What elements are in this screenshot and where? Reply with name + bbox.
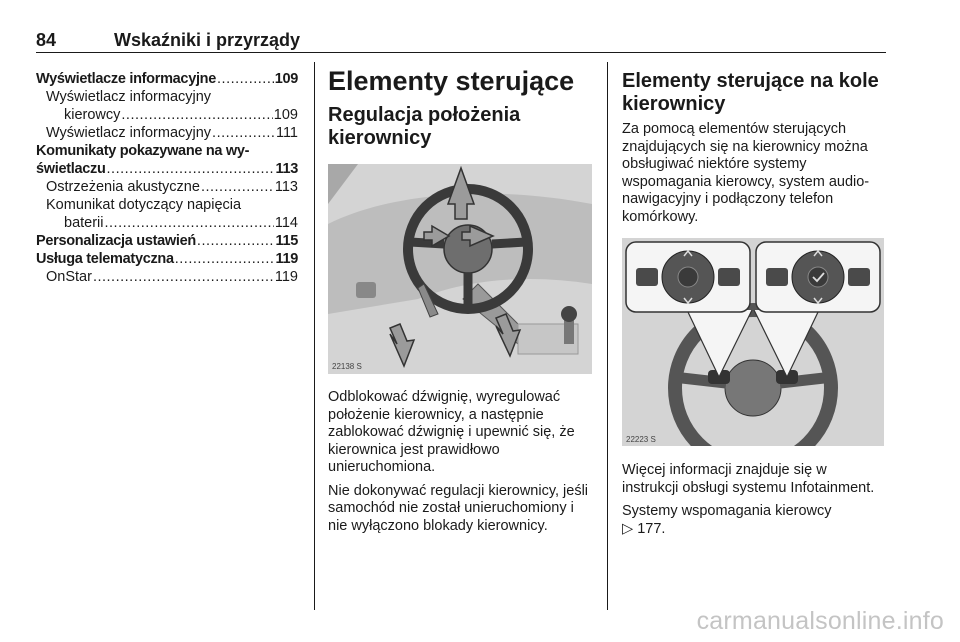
column-divider-left [314, 62, 315, 610]
toc-entry[interactable]: Ostrzeżenia akustyczne ..... 113 [36, 178, 298, 196]
paragraph: Nie dokonywać regulacji kierownicy, jeśli samochód nie został unieruchomiony i nie wyłączono blokady kierownicy. [328, 482, 589, 534]
toc-entry[interactable]: Usługa telematyczna ..... 119 [36, 250, 298, 268]
illustration-code: 22138 S [332, 362, 362, 371]
toc-entry-line[interactable]: Komunikaty pokazywane na wy- [36, 143, 250, 159]
toc-entry[interactable]: Wyświetlacze informacyjne ..... 109 [36, 70, 298, 88]
toc-entry[interactable]: świetlaczu ..... 113 [36, 160, 298, 178]
toc-entry-line[interactable]: Wyświetlacz informacyjny [46, 89, 212, 105]
paragraph: Więcej informacji znajduje się w instrukcji obsługi systemu Infotainment. [622, 462, 875, 496]
column-divider-right [607, 62, 608, 610]
left-control-cluster [626, 242, 750, 312]
subsection-heading: Regulacja położenia kierownicy [328, 104, 521, 149]
reference-text: Systemy wspomagania kierowcy [622, 503, 832, 519]
page-number: 84 [36, 30, 57, 50]
steering-adjustment-illustration [328, 164, 592, 374]
illustration-code: 22223 S [626, 435, 656, 444]
right-column [622, 70, 884, 232]
right-control-cluster [756, 242, 880, 312]
chapter-title: Wskaźniki i przyrządy [114, 30, 301, 50]
section-heading: Elementy sterujące na kole kierownicy [622, 70, 879, 115]
watermark: carmanualsonline.info [696, 607, 944, 635]
toc-entry[interactable]: baterii ..... 114 [36, 214, 298, 232]
page-reference[interactable]: 177. [637, 520, 666, 537]
toc-entry[interactable]: Wyświetlacz informacyjny ..... 111 [36, 124, 298, 142]
toc-entry-line[interactable]: Komunikat dotyczący napięcia [46, 197, 242, 213]
steering-wheel-controls-illustration [622, 238, 884, 446]
paragraph: Za pomocą elementów sterujących znajdujących się na kierownicy można obsługiwać niektóre systemy wspomagania kierowcy, system audio-nawigacyjny i podłączony telefon komórkowy. [622, 121, 870, 225]
section-heading: Elementy sterujące [328, 66, 575, 96]
toc-entry[interactable]: OnStar ..... 119 [36, 268, 298, 286]
toc-entry[interactable]: kierowcy ..... 109 [36, 106, 298, 124]
middle-column [328, 64, 590, 150]
toc-entry[interactable]: Personalizacja ustawień ..... 115 [36, 232, 298, 250]
paragraph: Odblokować dźwignię, wyregulować położenie kierownicy, a następnie zablokować dźwignię i upewnić się, że kierownica jest prawidłowo unieruchomiona. [328, 389, 575, 475]
middle-body [328, 389, 590, 541]
header-rule [36, 52, 886, 53]
right-body [622, 462, 884, 544]
table-of-contents [36, 70, 298, 286]
page-ref-arrow-icon: ▷ [622, 520, 634, 537]
paragraph [622, 503, 884, 538]
